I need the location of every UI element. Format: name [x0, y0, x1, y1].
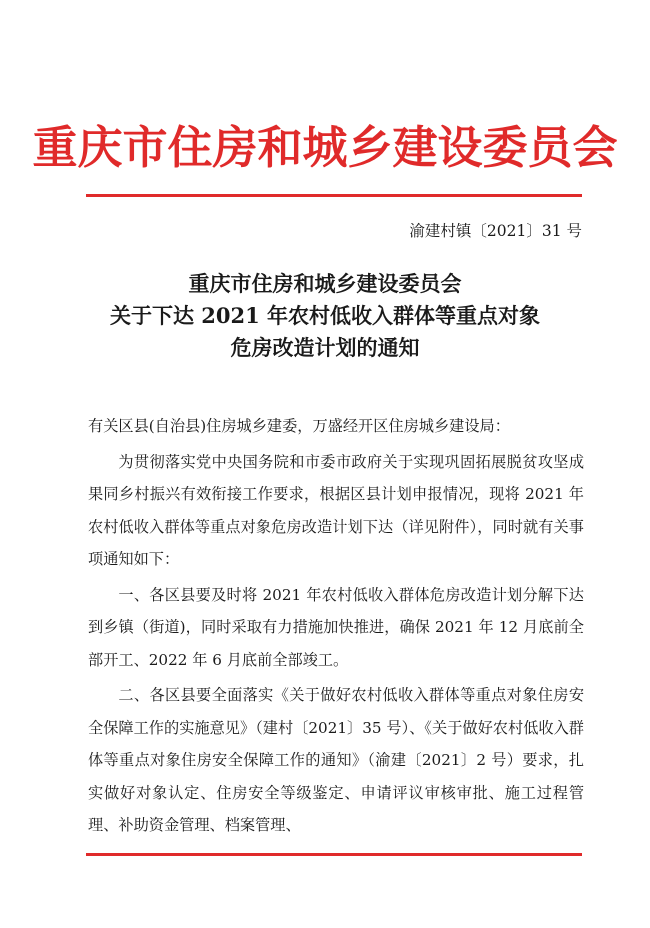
title-line: 危房改造计划的通知: [230, 335, 420, 360]
body-paragraph: 二、各区县要全面落实《关于做好农村低收入群体等重点对象住房安全保障工作的实施意见》（建村〔2021〕35 号）、《关于做好农村低收入群体等重点对象住房安全保障工作的通知》（渝建〔2021〕2 号）要求，扎实做好对象认定、住房安全等级鉴定、申请评议审核审批、施工过程管理、补助资金管理、档案管理、: [88, 686, 584, 834]
body-paragraph: 为贯彻落实党中央国务院和市委市政府关于实现巩固拓展脱贫攻坚成果同乡村振兴有效衔接工作要求，根据区县计划申报情况，现将 2021 年农村低收入群体等重点对象危房改造计划下达（详见附件），同时就有关事项通知如下：: [88, 452, 584, 568]
document-number: 渝建村镇〔2021〕31 号: [409, 222, 582, 240]
masthead-red-rule: [86, 194, 582, 197]
document-body: [88, 410, 584, 845]
document-title: [0, 268, 650, 364]
salutation: 有关区县(自治县)住房城乡建委，万盛经开区住房城乡建设局：: [88, 417, 510, 435]
footer-red-rule: [86, 853, 582, 856]
title-line: 重庆市住房和城乡建设委员会: [188, 271, 462, 296]
masthead-title: 重庆市住房和城乡建设委员会: [32, 121, 618, 174]
title-line: 关于下达 2021 年农村低收入群体等重点对象: [109, 303, 541, 328]
body-paragraph: 一、各区县要及时将 2021 年农村低收入群体危房改造计划分解下达到乡镇（街道)，同时采取有力措施加快推进，确保 2021 年 12 月底前全部开工、2022 年 6 月底前全部竣工。: [88, 585, 584, 669]
